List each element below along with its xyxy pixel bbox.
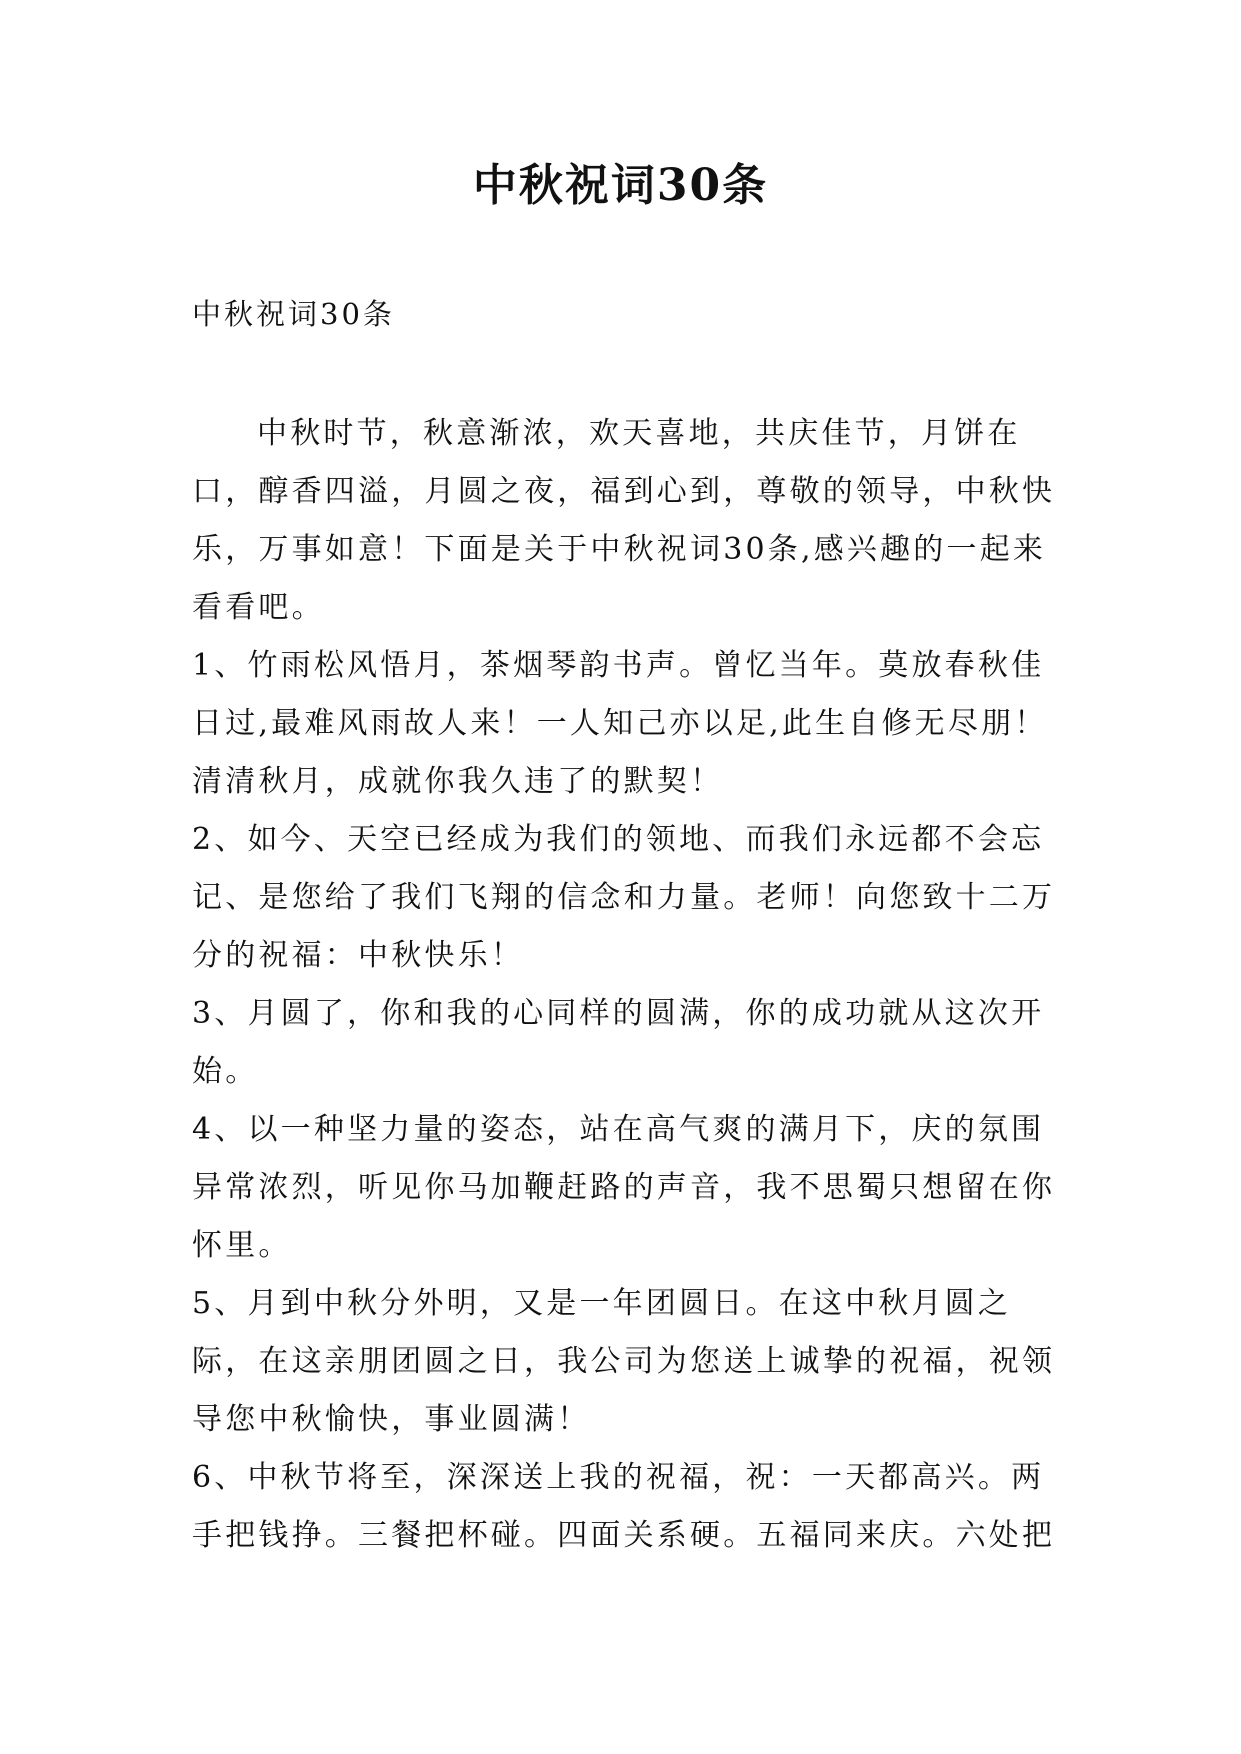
list-item: 5、月到中秋分外明，又是一年团圆日。在这中秋月圆之际，在这亲朋团圆之日，我公司为您送上诚挚的祝福，祝领导您中秋愉快，事业圆满！	[192, 1286, 1056, 1437]
document-subtitle: 中秋祝词30条	[192, 297, 395, 331]
list-item: 2、如今、天空已经成为我们的领地、而我们永远都不会忘记、是您给了我们飞翔的信念和力量。老师！向您致十二万分的祝福：中秋快乐！	[192, 822, 1056, 973]
list-item: 6、中秋节将至，深深送上我的祝福，祝：一天都高兴。两手把钱挣。三餐把杯碰。四面关系硬。五福同来庆。六处把	[192, 1460, 1056, 1553]
list-item: 1、竹雨松风悟月，茶烟琴韵书声。曾忆当年。莫放春秋佳日过,最难风雨故人来！一人知己亦以足,此生自修无尽朋！清清秋月，成就你我久违了的默契！	[192, 648, 1048, 799]
list-item: 3、月圆了，你和我的心同样的圆满，你的成功就从这次开始。	[192, 996, 1045, 1089]
document-body	[192, 405, 1072, 1565]
document-title: 中秋祝词30条	[472, 160, 769, 211]
list-item: 4、以一种坚力量的姿态，站在高气爽的满月下，庆的氛围异常浓烈，听见你马加鞭赶路的声音，我不思蜀只想留在你怀里。	[192, 1112, 1056, 1263]
intro-paragraph: 中秋时节，秋意渐浓，欢天喜地，共庆佳节，月饼在口，醇香四溢，月圆之夜，福到心到，尊敬的领导，中秋快乐，万事如意！下面是关于中秋祝词30条,感兴趣的一起来看看吧。	[192, 416, 1056, 625]
